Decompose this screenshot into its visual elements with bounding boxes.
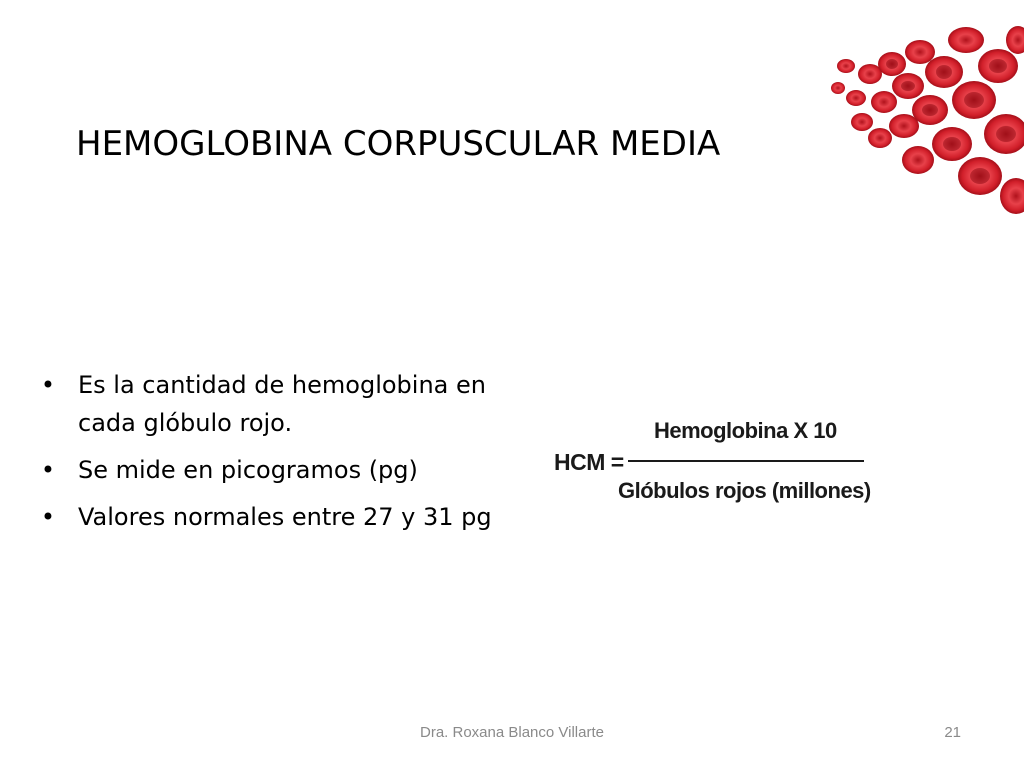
bullet-text: Se mide en picogramos (pg) <box>78 456 418 484</box>
page-number: 21 <box>944 724 961 741</box>
bullet-item <box>38 451 508 489</box>
bullet-item <box>38 498 508 536</box>
hcm-formula <box>538 396 918 526</box>
formula-lhs: HCM = <box>554 449 624 475</box>
formula-denominator: Glóbulos rojos (millones) <box>618 478 871 503</box>
bullet-item <box>38 366 508 442</box>
bullet-text: Valores normales entre 27 y 31 pg <box>78 503 492 531</box>
slide-title: HEMOGLOBINA CORPUSCULAR MEDIA <box>76 124 721 164</box>
red-blood-cells-image <box>826 26 1024 216</box>
fraction-bar <box>628 460 864 462</box>
bullet-icon: • <box>40 456 56 484</box>
formula-numerator: Hemoglobina X 10 <box>654 418 837 443</box>
footer-author: Dra. Roxana Blanco Villarte <box>420 724 604 741</box>
bullet-icon: • <box>40 503 56 531</box>
bullet-list <box>38 366 508 545</box>
bullet-text: Es la cantidad de hemoglobina en cada glóbulo rojo. <box>78 371 486 437</box>
bullet-icon: • <box>40 371 56 399</box>
